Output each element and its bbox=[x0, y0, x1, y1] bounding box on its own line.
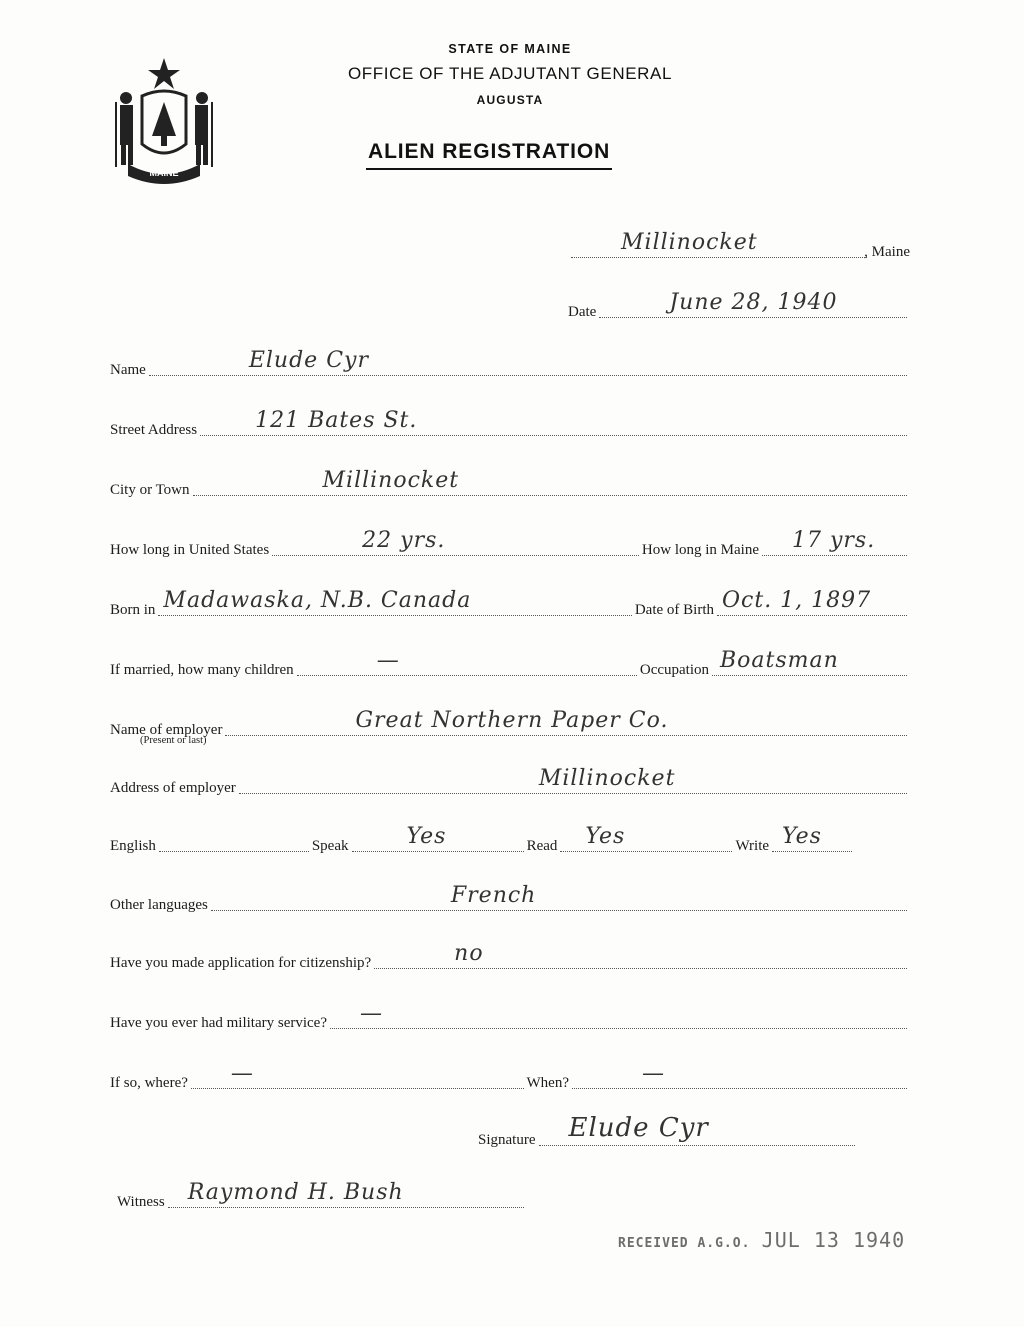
employer-value: Great Northern Paper Co. bbox=[355, 708, 669, 733]
svg-text:MAINE: MAINE bbox=[149, 168, 179, 178]
born-in-value: Madawaska, N.B. Canada bbox=[163, 588, 472, 613]
how-long-maine-label: How long in Maine bbox=[641, 542, 759, 558]
signature-label: Signature bbox=[478, 1132, 536, 1148]
employer-address-label: Address of employer bbox=[110, 780, 236, 796]
military-line bbox=[110, 1003, 910, 1033]
city-line bbox=[110, 470, 910, 500]
english-label: English bbox=[110, 838, 156, 854]
date-of-birth-label: Date of Birth bbox=[634, 602, 714, 618]
employer-label: Name of employer bbox=[110, 722, 223, 738]
born-line bbox=[110, 590, 910, 620]
children-label: If married, how many children bbox=[110, 662, 294, 678]
form-title: ALIEN REGISTRATION bbox=[366, 140, 612, 170]
date-of-birth-value: Oct. 1, 1897 bbox=[722, 588, 872, 613]
other-languages-label: Other languages bbox=[110, 897, 208, 913]
place-value: Millinocket bbox=[621, 230, 758, 255]
read-value: Yes bbox=[585, 824, 626, 849]
where-line bbox=[110, 1063, 910, 1093]
how-long-maine-value: 17 yrs. bbox=[792, 528, 876, 553]
date-label: Date bbox=[568, 304, 597, 320]
header-state: STATE OF MAINE bbox=[448, 42, 572, 56]
read-label: Read bbox=[526, 838, 558, 854]
name-line bbox=[110, 350, 910, 380]
stamp-prefix: RECEIVED A.G.O. bbox=[618, 1236, 751, 1251]
date-value: June 28, 1940 bbox=[669, 290, 838, 315]
where-value: — bbox=[230, 1061, 254, 1086]
other-languages-line bbox=[110, 885, 910, 915]
other-languages-value: French bbox=[450, 883, 537, 908]
city-value: Millinocket bbox=[322, 468, 460, 493]
stamp-date: JUL 13 1940 bbox=[761, 1228, 906, 1252]
how-long-us-value: 22 yrs. bbox=[362, 528, 446, 553]
witness-line bbox=[117, 1182, 527, 1212]
occupation-label: Occupation bbox=[639, 662, 709, 678]
maine-state-seal-icon bbox=[108, 52, 220, 184]
citizenship-line bbox=[110, 943, 910, 973]
signature-value: Elude Cyr bbox=[568, 1113, 709, 1143]
how-long-line bbox=[110, 530, 910, 560]
employer-sublabel: (Present or last) bbox=[140, 735, 207, 746]
street-value: 121 Bates St. bbox=[255, 408, 418, 433]
how-long-us-label: How long in United States bbox=[110, 542, 270, 558]
header-office: OFFICE OF THE ADJUTANT GENERAL bbox=[347, 64, 673, 83]
where-label: If so, where? bbox=[110, 1075, 188, 1091]
place-line bbox=[568, 232, 910, 262]
name-value: Elude Cyr bbox=[248, 348, 369, 373]
witness-label: Witness bbox=[117, 1194, 165, 1210]
when-value: — bbox=[642, 1061, 665, 1086]
city-label: City or Town bbox=[110, 482, 190, 498]
name-label: Name bbox=[110, 362, 146, 378]
employer-line bbox=[110, 710, 910, 740]
military-value: — bbox=[360, 1001, 383, 1026]
when-label: When? bbox=[526, 1075, 569, 1091]
date-line bbox=[568, 292, 910, 322]
speak-label: Speak bbox=[311, 838, 349, 854]
children-line bbox=[110, 650, 910, 680]
english-line bbox=[110, 826, 855, 856]
occupation-value: Boatsman bbox=[720, 648, 839, 673]
write-label: Write bbox=[735, 838, 770, 854]
witness-value: Raymond H. Bush bbox=[187, 1180, 404, 1205]
place-suffix: , Maine bbox=[864, 244, 910, 260]
children-value: — bbox=[376, 648, 400, 673]
born-in-label: Born in bbox=[110, 602, 156, 618]
employer-address-line bbox=[110, 768, 910, 798]
citizenship-label: Have you made application for citizenship? bbox=[110, 955, 372, 971]
employer-address-value: Millinocket bbox=[538, 766, 676, 791]
citizenship-value: no bbox=[454, 941, 484, 966]
street-label: Street Address bbox=[110, 422, 198, 438]
signature-line bbox=[478, 1113, 858, 1150]
street-line bbox=[110, 410, 910, 440]
received-stamp bbox=[618, 1228, 905, 1252]
speak-value: Yes bbox=[406, 824, 447, 849]
military-label: Have you ever had military service? bbox=[110, 1015, 327, 1031]
write-value: Yes bbox=[782, 824, 822, 849]
header-city: AUGUSTA bbox=[476, 93, 544, 107]
